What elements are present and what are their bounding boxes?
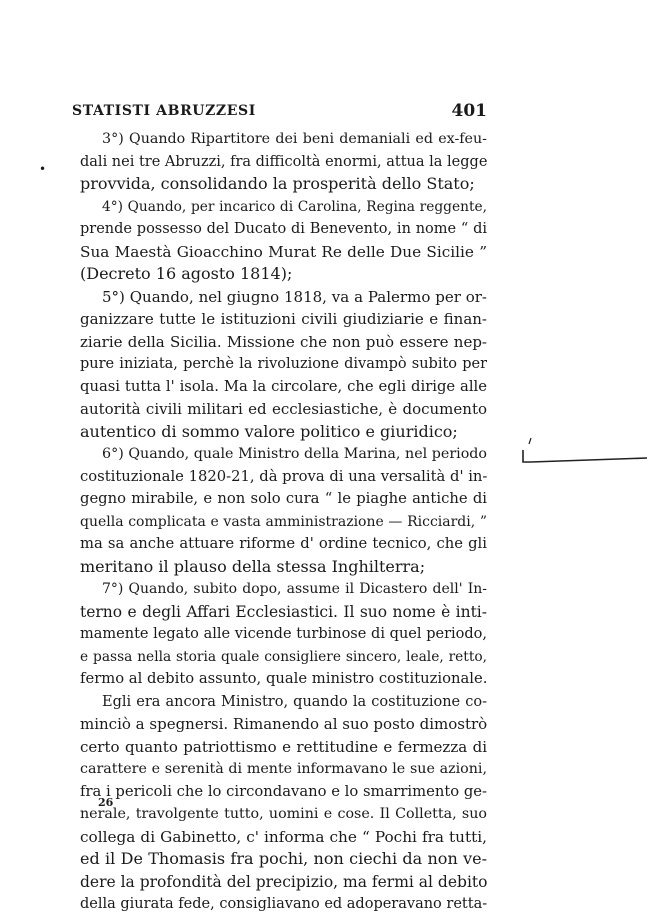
text-line: minciò a spegnersi. Rimanendo al suo posto dimostrò (80, 715, 487, 733)
text-line: 6°) Quando, quale Ministro della Marina, nel periodo (102, 446, 487, 462)
text-line: fermo al debito assunto, quale ministro costituzionale. (80, 670, 487, 687)
text-line: dali nei tre Abruzzi, fra difficoltà enormi, attua la legge (80, 153, 487, 170)
text-line: quella complicata e vasta amministrazione — Ricciardi, ” (80, 513, 487, 530)
text-line: 5°) Quando, nel giugno 1818, va a Palermo per or- (102, 287, 487, 306)
text-line: autentico di sommo valore politico e giuridico; (80, 421, 458, 441)
text-line: mamente legato alle vicende turbinose di quel periodo, (80, 626, 487, 642)
text-line: della giurata fede, consigliavano ed adoperavano retta- (80, 896, 487, 912)
text-line: autorità civili militari ed ecclesiastiche, è documento (80, 400, 487, 418)
signature-mark: 26 (98, 796, 114, 809)
text-line: meritano il plauso della stessa Inghilterra; (80, 556, 426, 576)
text-line: gegno mirabile, e non solo cura “ le piaghe antiche di (80, 490, 487, 507)
text-line: terno e degli Affari Ecclesiastici. Il suo nome è inti- (80, 602, 487, 621)
text-line: (Decreto 16 agosto 1814); (80, 264, 293, 283)
text-line: ziarie della Sicilia. Missione che non può essere nep- (80, 332, 487, 351)
text-line: certo quanto patriottismo e rettitudine e fermezza di (80, 737, 487, 756)
text-line: prende possesso del Ducato di Benevento, in nome “ di (80, 221, 487, 237)
text-line: dere la profondità del precipizio, ma fermi al debito (80, 872, 487, 891)
text-line: ganizzare tutte le istituzioni civili giudiziarie e finan- (80, 310, 487, 328)
text-line: fra i pericoli che lo circondavano e lo smarrimento ge- (80, 782, 487, 800)
text-line: 7°) Quando, subito dopo, assume il Dicastero dell' In- (102, 581, 487, 597)
page-number: 401 (451, 101, 487, 121)
text-line: Egli era ancora Ministro, quando la costituzione co- (102, 693, 487, 710)
text-line: collega di Gabinetto, c' informa che “ Pochi fra tutti, (80, 827, 487, 846)
text-line: nerale, travolgente tutto, uomini e cose. Il Colletta, suo (80, 806, 487, 822)
text-line: costituzionale 1820-21, dà prova di una versalità d' in- (80, 467, 487, 485)
text-line: 3°) Quando Ripartitore dei beni demaniali ed ex-feu- (102, 131, 487, 147)
text-line: carattere e serenità di mente informavano le sue azioni, (80, 761, 487, 777)
margin-bracket-mark (519, 436, 649, 470)
text-line: 4°) Quando, per incarico di Carolina, Regina reggente, (102, 198, 487, 215)
text-line: pure iniziata, perchè la rivoluzione divampò subito per (80, 356, 487, 372)
text-line: Sua Maestà Gioacchino Murat Re delle Due Sicilie ” (80, 242, 487, 261)
running-title: STATISTI ABRUZZESI (72, 103, 256, 119)
text-line: ed il De Thomasis fra pochi, non ciechi da non ve- (80, 849, 487, 868)
text-line: quasi tutta l' isola. Ma la circolare, che egli dirige alle (80, 377, 487, 395)
text-line: e passa nella storia quale consigliere sincero, leale, retto, (80, 648, 487, 665)
running-head (72, 100, 487, 122)
text-body (80, 128, 487, 916)
text-line: provvida, consolidando la prosperità dello Stato; (80, 174, 475, 193)
text-line: ma sa anche attuare riforme d' ordine tecnico, che gli (80, 535, 487, 552)
margin-dot-mark: • (39, 162, 47, 176)
